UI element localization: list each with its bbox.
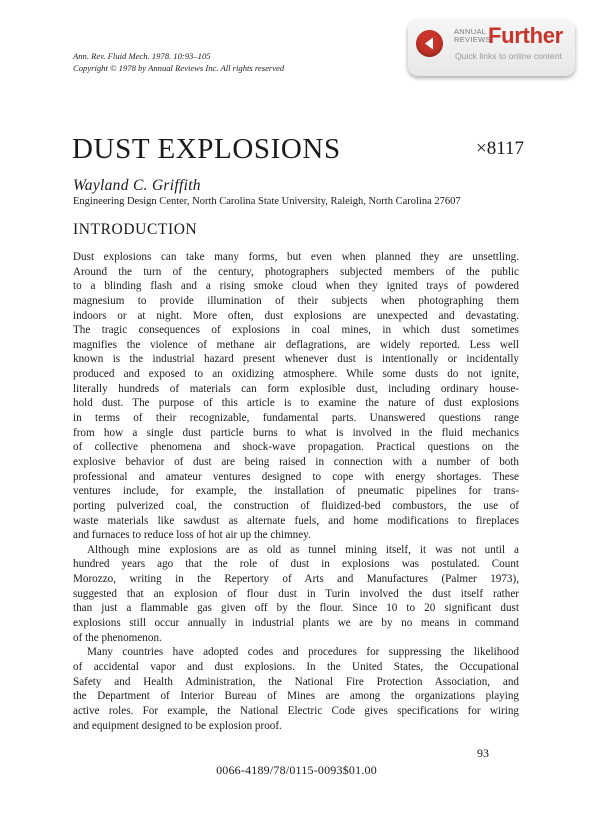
article-title: DUST EXPLOSIONS [72, 133, 341, 165]
body-line: suggested that an explosion of flour dust in Turin involved the dust itself rather [73, 587, 519, 600]
body-line: to a blinding flash and a rising smoke cloud when they ignited trays of powdered [73, 280, 519, 293]
body-line: known is the industrial hazard present whenever dust is intentionally or incidentally [73, 353, 519, 366]
body-line: Safety and Health Administration, the National Fire Protection Association, and [73, 675, 519, 688]
body-line: explosive behavior of dust are being raised in connection with a number of both [73, 455, 519, 468]
further-label: Further [488, 23, 563, 48]
badge-tagline: Quick links to online content [455, 51, 563, 61]
body-line: Around the turn of the century, photographers subjected members of the public [73, 265, 519, 278]
publisher-logo: ANNUAL REVIEWS [454, 27, 491, 44]
body-line: in terms of their recognizable, fundamental parts. Unanswered questions range [73, 412, 519, 425]
further-badge[interactable] [408, 20, 575, 76]
article-code: ×8117 [476, 138, 525, 159]
body-line: waste materials like sawdust as alternate fuels, and home modifications to fireplaces [73, 514, 519, 527]
body-line: professional and amateur ventures designed to cope with energy shortages. These [73, 470, 519, 483]
body-line: The tragic consequences of explosions in coal mines, in which dust sometimes [73, 324, 519, 337]
body-line: Dust explosions can take many forms, but even when planned they are unsettling. [73, 251, 519, 263]
body-line: magnifies the violence of methane air deflagrations, are widely reported. Less well [73, 338, 519, 351]
page-number: 93 [477, 746, 489, 760]
body-line: ventures include, for example, the installation of pneumatic pipelines for trans- [73, 485, 519, 498]
body-line: Morozzo, writing in the Repertory of Arts and Manufactures (Palmer 1973), [73, 573, 519, 586]
body-line: Many countries have adopted codes and procedures for suppressing the likelihood [87, 646, 519, 659]
journal-citation [73, 50, 284, 74]
body-line: of accidental vapor and dust explosions. In the United States, the Occupational [73, 660, 519, 673]
body-line: hundred years ago that the role of dust in explosions was postulated. Count [73, 558, 519, 571]
body-line: produced and exposed to an oxidizing atmosphere. While some dusts do not ignite, [73, 368, 519, 381]
body-line: and furnaces to reduce loss of hot air up the chimney. [73, 529, 311, 542]
author-affiliation: Engineering Design Center, North Carolina State University, Raleigh, North Carolina 27607 [73, 196, 461, 207]
body-line: than just a flammable gas given off by the flour. Since 10 to 20 significant dust [73, 602, 519, 615]
section-heading: INTRODUCTION [73, 221, 198, 238]
body-line: indoors or at night. More often, dust explosions are unexpected and devastating. [73, 309, 519, 322]
body-line: literally hundreds of materials can form explosible dust, including ordinary house- [73, 382, 519, 395]
body-line: porting pulverized coal, the construction of fluidized-bed combustors, the use of [73, 499, 519, 512]
arrow-left-icon [416, 30, 443, 57]
body-line: the Department of Interior Bureau of Mines are among the organizations playing [73, 690, 519, 703]
article-body [73, 250, 519, 733]
journal-line: Ann. Rev. Fluid Mech. 1978. 10:93–105 [73, 51, 211, 61]
body-line: and equipment designed to be explosion proof. [73, 719, 282, 732]
footer-code: 0066-4189/78/0115-0093$01.00 [216, 763, 377, 777]
body-line: hold dust. The purpose of this article is to examine the nature of dust explosions [73, 397, 519, 410]
body-line: magnesium to provide illumination of their subjects when photographing them [73, 294, 519, 307]
body-line: explosions still occur annually in industrial plants we are by no means in command [73, 617, 519, 630]
author-name: Wayland C. Griffith [73, 177, 201, 194]
body-line: of collective phenomena and shock-wave propagation. Practical questions on the [73, 441, 519, 454]
body-line: Although mine explosions are as old as tunnel mining itself, it was not until a [87, 543, 519, 556]
body-line: of the phenomenon. [73, 631, 162, 644]
body-line: from how a single dust particle burns to what is involved in the fluid mechanics [73, 426, 519, 439]
body-line: active roles. For example, the National Electric Code gives specifications for wiring [73, 704, 519, 717]
copyright-line: Copyright © 1978 by Annual Reviews Inc. All rights reserved [73, 63, 285, 73]
